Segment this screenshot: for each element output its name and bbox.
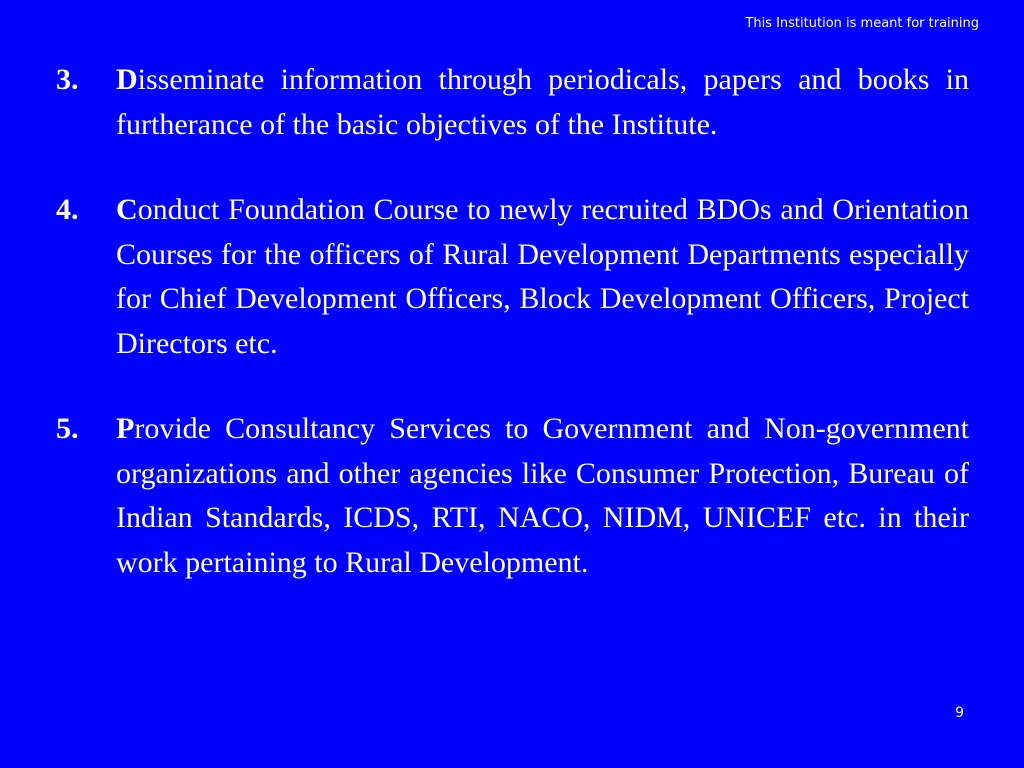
item-text: isseminate information through periodicals, papers and books in furtherance of the basic objectives of the Institute. (116, 63, 969, 141)
item-text: rovide Consultancy Services to Government and Non-government organizations and other agencies like Consumer Protection, Bureau of Indian Standards, ICDS, RTI, NACO, NIDM, UNICEF etc. in their work pertaining to Rural Development. (116, 412, 969, 579)
item-initial-letter: P (116, 412, 135, 445)
list-item (56, 407, 969, 585)
item-number: 5. (56, 412, 79, 445)
header-note: This Institution is meant for training (745, 16, 979, 31)
item-initial-letter: C (116, 193, 138, 226)
list-item (56, 58, 969, 147)
item-initial-letter: D (116, 63, 138, 96)
item-number: 3. (56, 63, 79, 96)
item-text: onduct Foundation Course to newly recruited BDOs and Orientation Courses for the officers of Rural Development Departments especially for Chief Development Officers, Block Development Officers, Project Directors etc. (116, 193, 969, 360)
item-number: 4. (56, 193, 79, 226)
page-number: 9 (955, 705, 964, 721)
list-item (56, 188, 969, 366)
objectives-list (56, 58, 969, 626)
